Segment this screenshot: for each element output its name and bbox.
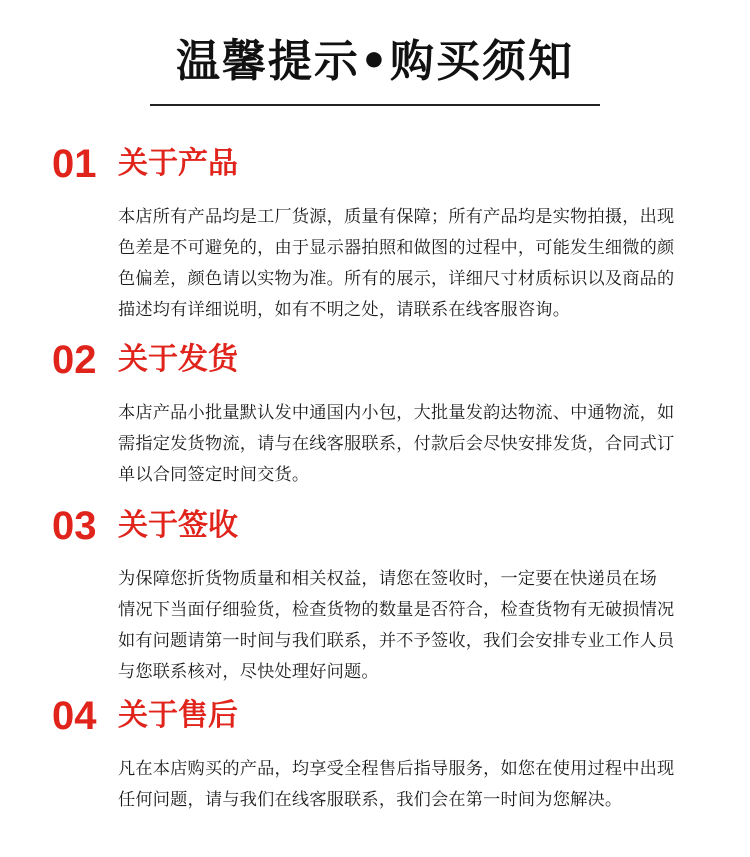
section-body [118,754,708,816]
body-line: 情况下当面仔细验货，检查货物的数量是否符合，检查货物有无破损情况 [118,600,675,620]
body-line: 与您联系核对，尽快处理好问题。 [118,662,379,682]
section-body [118,202,708,326]
section-body [118,398,708,491]
section-title: 关于发货 [118,342,238,377]
body-line: 本店产品小批量默认发中通国内小包，大批量发韵达物流、中通物流，如 [118,403,675,423]
section-title: 关于产品 [118,146,238,181]
title-divider [150,104,600,106]
body-line: 色差是不可避免的，由于显示器拍照和做图的过程中，可能发生细微的颜 [118,238,675,258]
section-title: 关于签收 [118,508,238,543]
section-title: 关于售后 [118,698,238,733]
section-number: 02 [52,338,97,382]
section-number: 01 [52,142,97,186]
page-title: 温馨提示•购买须知 [175,36,575,87]
section-header [52,338,238,382]
body-line: 色偏差，颜色请以实物为准。所有的展示，详细尺寸材质标识以及商品的 [118,269,675,289]
section-header [52,504,238,548]
section-body [118,564,708,688]
body-line: 单以合同签定时间交货。 [118,465,310,485]
body-line: 需指定发货物流，请与在线客服联系，付款后会尽快安排发货，合同式订 [118,434,675,454]
body-line: 凡在本店购买的产品，均享受全程售后指导服务，如您在使用过程中出现 [118,759,675,779]
body-line: 如有问题请第一时间与我们联系，并不予签收，我们会安排专业工作人员 [118,631,675,651]
body-line: 本店所有产品均是工厂货源，质量有保障；所有产品均是实物拍摄，出现 [118,207,675,227]
body-line: 为保障您折货物质量和相关权益，请您在签收时，一定要在快递员在场 [118,569,658,589]
section-number: 03 [52,504,97,548]
body-line: 描述均有详细说明，如有不明之处，请联系在线客服咨询。 [118,300,571,320]
body-line: 任何问题，请与我们在线客服联系，我们会在第一时间为您解决。 [118,790,623,810]
section-header [52,694,238,738]
section-header [52,142,238,186]
section-number: 04 [52,694,97,738]
